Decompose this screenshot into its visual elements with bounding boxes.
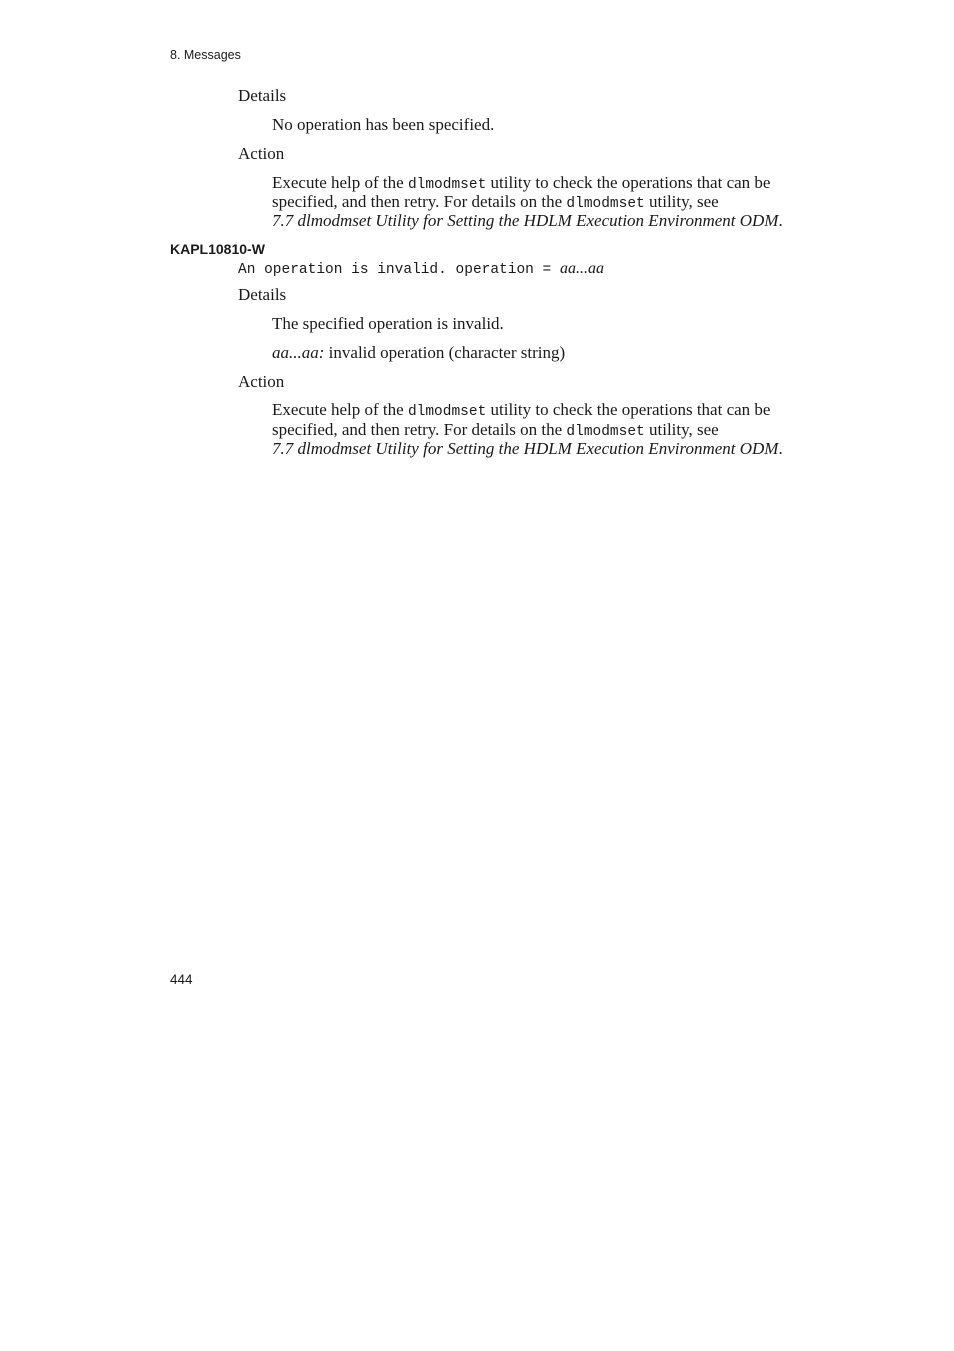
action-line-1-suffix: utility to check the operations that can be [486, 173, 771, 192]
action-line-1-prefix: Execute help of the [272, 400, 408, 419]
action-line-2-prefix: specified, and then retry. For details on the [272, 420, 567, 439]
variable-label: aa...aa: [272, 343, 325, 362]
action-line-1 [272, 173, 770, 193]
variable-desc-text: invalid operation (character string) [324, 343, 566, 362]
action-line-1 [272, 400, 770, 420]
action-line-2 [272, 420, 719, 440]
details-text: The specified operation is invalid. [272, 314, 504, 333]
action-line-3 [272, 211, 783, 231]
sentence-end: . [778, 211, 783, 230]
section-reference-link[interactable]: 7.7 dlmodmset Utility for Setting the HDLM Execution Environment ODM [272, 439, 779, 458]
action-line-2-suffix: utility, see [644, 420, 719, 439]
utility-name-code: dlmodmset [407, 177, 487, 193]
action-line-2 [272, 192, 719, 212]
details-heading: Details [238, 86, 287, 105]
action-line-3 [272, 439, 783, 459]
action-line-1-suffix: utility to check the operations that can be [486, 400, 771, 419]
message-id: KAPL10810-W [170, 241, 265, 257]
page-number: 444 [170, 972, 193, 987]
section-reference-link[interactable]: 7.7 dlmodmset Utility for Setting the HDLM Execution Environment ODM [272, 211, 779, 230]
action-line-1-prefix: Execute help of the [272, 173, 408, 192]
message-text [238, 260, 604, 278]
variable-description [272, 343, 565, 363]
message-variable: aa...aa [559, 260, 604, 277]
utility-name-code: dlmodmset [566, 196, 645, 212]
sentence-end: . [778, 439, 783, 458]
action-heading: Action [238, 144, 285, 163]
utility-name-code: dlmodmset [407, 404, 487, 420]
message-text-body: An operation is invalid. operation = [238, 262, 560, 278]
running-header: 8. Messages [170, 48, 241, 62]
details-heading: Details [238, 285, 287, 304]
utility-name-code: dlmodmset [566, 424, 645, 440]
details-text: No operation has been specified. [272, 115, 495, 134]
action-line-2-suffix: utility, see [644, 192, 719, 211]
action-line-2-prefix: specified, and then retry. For details on the [272, 192, 567, 211]
action-heading: Action [238, 372, 285, 391]
